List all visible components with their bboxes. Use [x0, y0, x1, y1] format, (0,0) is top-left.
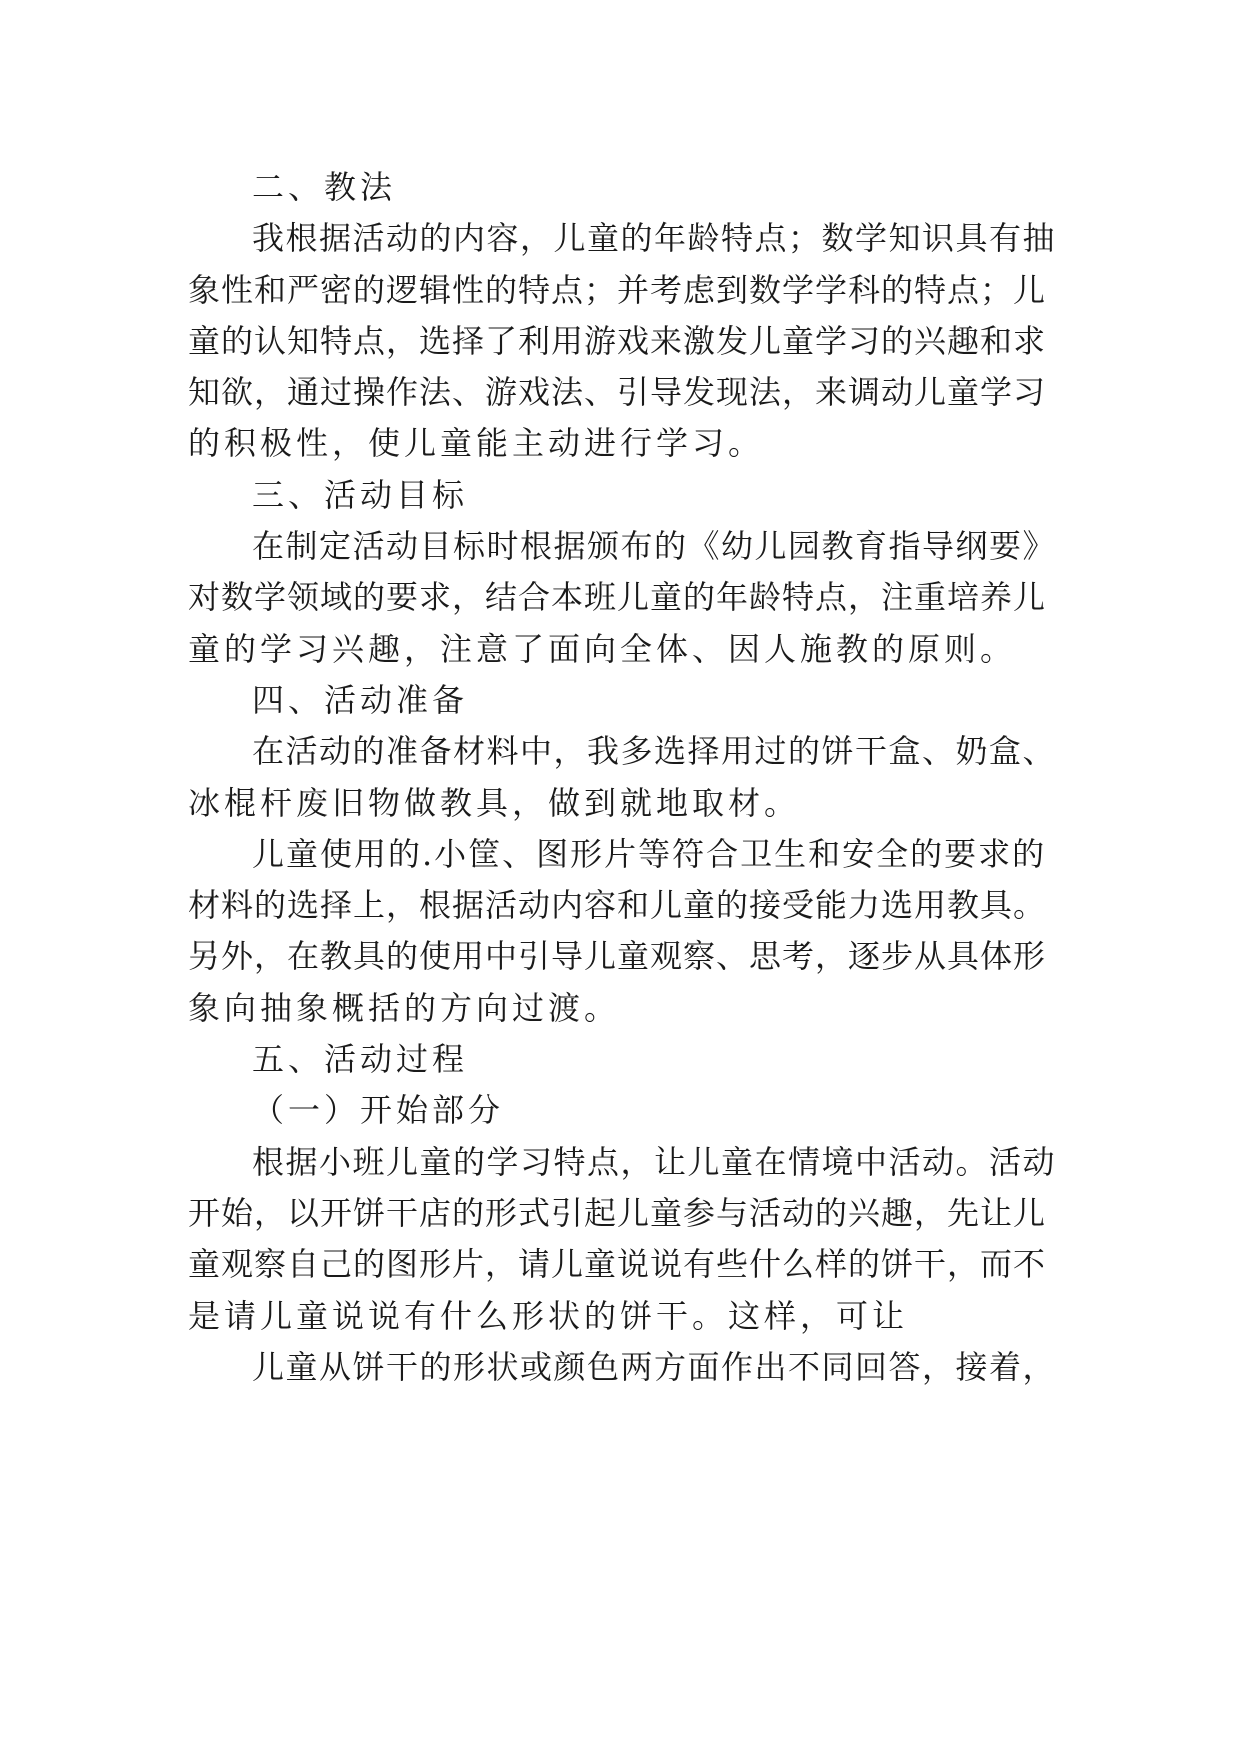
text-line: 另外，在教具的使用中引导儿童观察、思考，逐步从具体形	[188, 937, 1047, 976]
text-line: （一）开始部分	[252, 1091, 505, 1130]
text-line: 开始，以开饼干店的形式引起儿童参与活动的兴趣，先让儿	[188, 1193, 1047, 1232]
text-line: 冰棍杆废旧物做教具，做到就地取材。	[188, 783, 801, 822]
text-line: 童的认知特点，选择了利用游戏来激发儿童学习的兴趣和求	[188, 321, 1047, 360]
text-line: 五、活动过程	[252, 1040, 469, 1079]
text-line: 是请儿童说说有什么形状的饼干。这样，可让	[188, 1296, 909, 1335]
text-line: 象性和严密的逻辑性的特点；并考虑到数学学科的特点；儿	[188, 270, 1047, 309]
text-line: 材料的选择上，根据活动内容和儿童的接受能力选用教具。	[188, 886, 1047, 925]
text-line: 儿童从饼干的形状或颜色两方面作出不同回答，接着，	[252, 1347, 1057, 1386]
text-line: 儿童使用的.小筐、图形片等符合卫生和安全的要求的	[252, 834, 1047, 873]
text-line: 童观察自己的图形片，请儿童说说有些什么样的饼干，而不	[188, 1245, 1047, 1284]
text-line: 童的学习兴趣，注意了面向全体、因人施教的原则。	[188, 629, 1017, 668]
text-line: 我根据活动的内容，儿童的年龄特点；数学知识具有抽	[252, 219, 1057, 258]
text-line: 二、教法	[252, 168, 397, 206]
document-body	[188, 162, 1056, 1393]
text-line: 根据小班儿童的学习特点，让儿童在情境中活动。活动	[252, 1142, 1057, 1181]
text-line: 四、活动准备	[252, 680, 469, 719]
text-line: 知欲，通过操作法、游戏法、引导发现法，来调动儿童学习	[188, 373, 1047, 412]
text-line: 对数学领域的要求，结合本班儿童的年龄特点，注重培养儿	[188, 578, 1047, 617]
text-line: 在活动的准备材料中，我多选择用过的饼干盒、奶盒、	[252, 732, 1057, 771]
text-line: 在制定活动目标时根据颁布的《幼儿园教育指导纲要》	[252, 527, 1057, 566]
text-line: 的积极性，使儿童能主动进行学习。	[188, 424, 765, 463]
text-line: 象向抽象概括的方向过渡。	[188, 988, 621, 1027]
text-line: 三、活动目标	[252, 475, 469, 514]
